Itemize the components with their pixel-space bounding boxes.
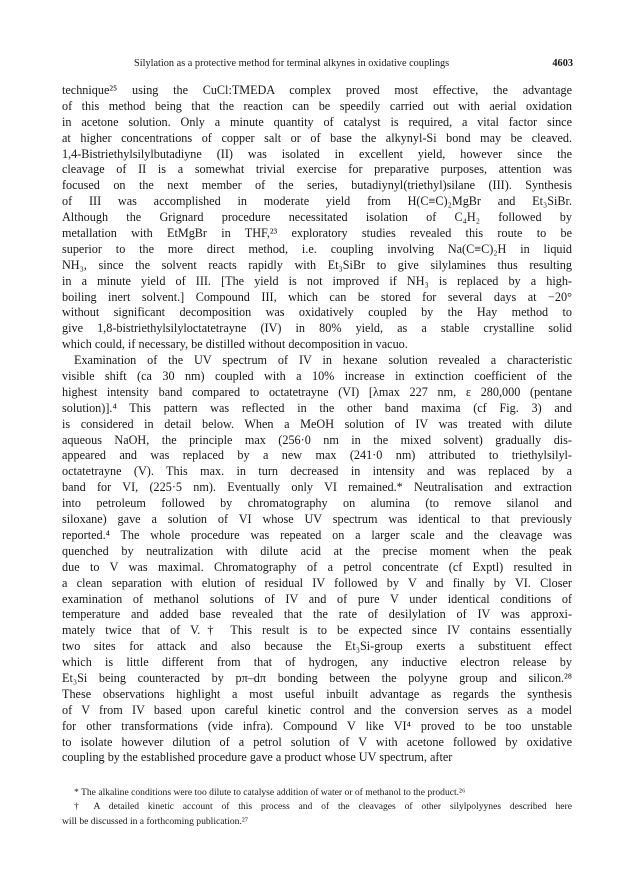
body-line: superior to the more direct method, i.e. coupling involving Na(C≡C)₂H in liquid — [62, 241, 572, 256]
body-line: in a minute yield of III. [The yield is not improved if NH₃ is replaced by a high- — [62, 273, 572, 288]
footnote-line: will be discussed in a forthcoming publication.²⁷ — [62, 815, 249, 827]
body-line: cleavage of II is a somewhat trivial exercise for preparative purposes, attention was — [62, 162, 572, 177]
body-line: focused on the next member of the series, butadiynyl(triethyl)silane (III). Synthesis — [62, 178, 572, 193]
body-line: metallation with EtMgBr in THF,²³ exploratory studies revealed this route to be — [62, 226, 572, 241]
body-line: of this method being that the reaction can be speedily carried out with aerial oxidation — [62, 98, 572, 113]
body-line: without significant decomposition was oxidatively coupled by the Hay method to — [62, 305, 572, 320]
body-line: a clean separation with elution of residual IV followed by V and finally by VI. Closer — [62, 575, 572, 590]
body-line: of III was accomplished in moderate yield from H(C≡C)₂MgBr and Et₃SiBr. — [62, 194, 572, 209]
body-line: quenched by neutralization with dilute acid at the precise moment when the peak — [62, 543, 572, 558]
body-line: siloxane) gave a solution of VI whose UV spectrum was identical to that previously — [62, 512, 572, 527]
body-line: for other transformations (vide infra). Compound V like VI⁴ proved to be too unstable — [62, 718, 572, 733]
body-line: in acetone solution. Only a minute quantity of catalyst is required, a vital factor since — [62, 114, 572, 129]
body-line: band for VI, (225·5 nm). Eventually only VI remained.* Neutralisation and extraction — [62, 480, 572, 495]
footnotes — [62, 786, 572, 829]
body-line: which is little different from that of hydrogen, any inductive electron release by — [62, 655, 572, 670]
body-line: which could, if necessary, be distilled without decomposition in vacuo. — [62, 337, 408, 352]
body-line: to isolate however dilution of a petrol solution of V with acetone followed by oxidative — [62, 734, 572, 749]
body-line: at higher concentrations of copper salt or of base the alkynyl-Si bond may be cleaved. — [62, 130, 572, 145]
body-line: mately twice that of V.† This result is to be expected since IV contains essentially — [62, 623, 572, 638]
body-line: technique²⁵ using the CuCl:TMEDA complex proved most effective, the advantage — [62, 83, 572, 97]
body-line: coupling by the established procedure gave a product whose UV spectrum, after — [62, 750, 453, 765]
body-line: aqueous NaOH, the principle max (256·0 nm in the mixed solvent) gradually dis- — [62, 432, 572, 447]
body-text — [62, 83, 572, 766]
body-line: two sites for attack and also because the Et₃Si-group exerts a substituent effect — [62, 639, 572, 654]
body-line: highest intensity band compared to octatetrayne (VI) [λmax 227 nm, ε 280,000 (pentane — [62, 384, 572, 399]
footnote-line: † A detailed kinetic account of this process and of the cleavages of other silylpolyynes described here — [74, 801, 572, 813]
body-line: Et₃Si being counteracted by pπ–dπ bonding between the polyyne group and silicon.²⁸ — [62, 670, 572, 685]
body-line: Although the Grignard procedure necessitated isolation of C₄H₂ followed by — [62, 210, 572, 225]
body-line: into petroleum followed by chromatography on alumina (to remove silanol and — [62, 496, 572, 511]
body-line: give 1,8-bistriethylsilyloctatetrayne (IV) in 80% yield, as a stable crystalline solid — [62, 321, 572, 336]
body-line: reported.⁴ The whole procedure was repeated on a larger scale and the cleavage was — [62, 527, 572, 542]
body-line: visible shift (ca 30 nm) coupled with a 10% increase in extinction coefficient of the — [62, 369, 572, 384]
page-number: 4603 — [552, 58, 573, 69]
body-line: NH₃, since the solvent reacts rapidly with Et₃SiBr to give silylamines thus resulting — [62, 257, 572, 272]
footnote-line: * The alkaline conditions were too dilute to catalyse addition of water or of methanol to the product.²⁶ — [74, 787, 466, 798]
body-line: solution)].⁴ This pattern was reflected in the other band maxima (cf Fig. 3) and — [62, 400, 572, 415]
running-title: Silylation as a protective method for terminal alkynes in oxidative couplings — [134, 58, 450, 69]
body-line: 1,4-Bistriethylsilylbutadiyne (II) was isolated in excellent yield, however since the — [62, 146, 572, 161]
body-line: is considered in detail below. When a MeOH solution of IV was treated with dilute — [62, 416, 572, 431]
body-line: examination of methanol solutions of IV and of pure V under identical conditions of — [62, 591, 572, 606]
body-line: due to V was maximal. Chromatography of a petrol concentrate (cf Exptl) resulted in — [62, 559, 572, 574]
body-line: of V from IV based upon careful kinetic control and the conversion serves as a model — [62, 702, 572, 717]
body-line: These observations highlight a most useful inbuilt advantage as regards the synthesis — [62, 686, 572, 701]
body-line: octatetrayne (V). This max. in turn decreased in intensity and was replaced by a — [62, 464, 572, 479]
body-line: temperature and added base revealed that the rate of desilylation of IV was approxi- — [62, 607, 572, 622]
body-line: boiling inert solvent.] Compound III, which can be stored for several days at −20° — [62, 289, 572, 304]
body-line: Examination of the UV spectrum of IV in hexane solution revealed a characteristic — [74, 353, 572, 368]
body-line: appeared and was replaced by a new max (241·0 nm) attributed to triethylsilyl- — [62, 448, 572, 463]
running-head — [92, 57, 573, 71]
